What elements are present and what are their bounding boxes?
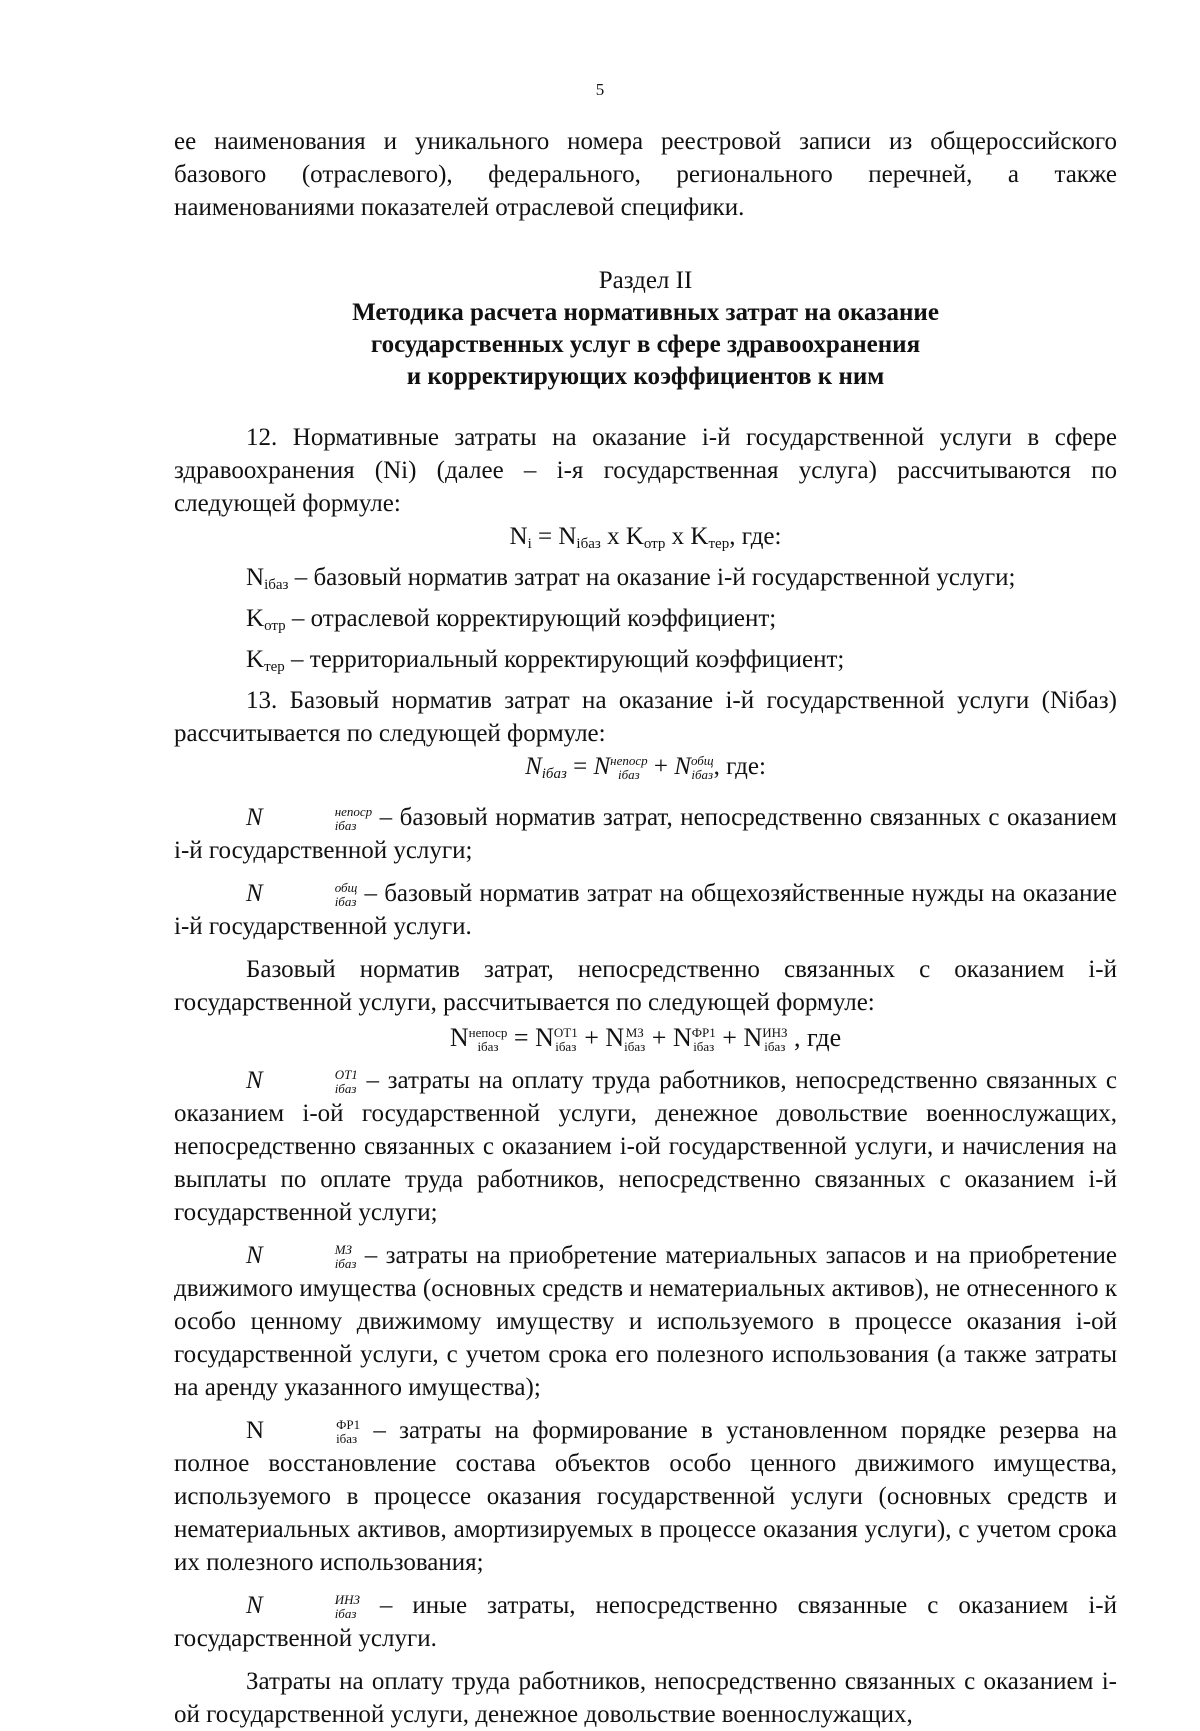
formula-ni-t1-sub: iбаз <box>576 536 601 552</box>
formula-nneposr-t2: N <box>605 1023 625 1052</box>
definition-nibaz <box>174 561 1117 602</box>
definition-fr1-sup: ФР1 <box>336 1417 361 1433</box>
definition-kotr-sub: отр <box>264 618 286 634</box>
document-body <box>174 125 1117 1731</box>
definition-mz-sup: МЗ <box>334 1242 352 1258</box>
definition-inz <box>174 1589 1117 1655</box>
formula-ni <box>174 520 1117 561</box>
formula-nibaz-tail: , где: <box>713 753 766 780</box>
definition-ot1-text: – затраты на оплату труда работников, непосредственно связанных с оказанием i-ой государственной услуги, денежное довольствие военнослужащих, непосредственно связанных с оказанием i-ой государственной услуги, и начисления на выплаты по оплате труда работников, непосредственно связанных с оказанием i-й государственной услуги; <box>174 1067 1117 1227</box>
definition-nibaz-text: – базовый норматив затрат на оказание i-й государственной услуги; <box>288 564 1016 591</box>
formula-nneposr-t1-sup: ОТ1 <box>553 1025 578 1041</box>
formula-nibaz-t1-sub: iбаз <box>618 767 640 783</box>
formula-nibaz-t1: N <box>593 753 611 780</box>
definition-fr1 <box>174 1414 1117 1579</box>
paragraph-labor-costs: Затраты на оплату труда работников, непосредственно связанных с оказанием i-ой государственной услуги, денежное довольствие военнослужащих, <box>174 1668 1117 1729</box>
definition-ot1-indices <box>263 1068 358 1096</box>
definition-nobsch-indices <box>263 881 358 909</box>
formula-nibaz-eq: = <box>566 753 594 780</box>
formula-ni-t3: K <box>690 523 709 550</box>
definition-nobsch-sym: N <box>246 880 263 907</box>
formula-nibaz-t2: N <box>674 753 691 780</box>
definition-nobsch-sup: общ <box>334 880 358 896</box>
formula-nneposr-lhs-sup: непоср <box>468 1025 508 1041</box>
paragraph-12: 12. Нормативные затраты на оказание i-й государственной услуги в сфере здравоохранения (Ni) (далее – i-я государственная услуга) рассчитываются по следующей формуле: <box>174 424 1117 517</box>
formula-nibaz-t2-indices <box>691 754 714 782</box>
definition-fr1-indices <box>264 1418 360 1446</box>
formula-nibaz-lhs: N <box>525 753 542 780</box>
formula-nneposr-t3-indices <box>692 1026 716 1054</box>
definition-nneposr <box>174 801 1117 867</box>
definition-fr1-sym: N <box>246 1417 265 1445</box>
formula-nneposr-lhs-indices <box>469 1026 508 1054</box>
formula-ni-x2: х <box>665 523 691 550</box>
formula-nibaz-t1-indices <box>610 754 648 782</box>
formula-nneposr-t4-sup: ИНЗ <box>762 1025 788 1041</box>
formula-nneposr-t1-sub: iбаз <box>555 1039 577 1055</box>
definition-inz-text: – иные затраты, непосредственно связанные с оказанием i-й государственной услуги. <box>174 1592 1117 1653</box>
formula-nneposr-t4: N <box>743 1023 763 1052</box>
formula-nibaz <box>174 750 1117 791</box>
definition-nneposr-text: – базовый норматив затрат, непосредственно связанных с оказанием i-й государственной услуги; <box>174 804 1117 864</box>
definition-ot1-sym: N <box>246 1067 263 1095</box>
formula-nneposr-lhs: N <box>449 1023 469 1052</box>
definition-inz-sym: N <box>246 1592 263 1620</box>
formula-ni-t2-sub: отр <box>643 536 666 552</box>
definition-nibaz-sym: N <box>246 564 265 591</box>
formula-nneposr-lhs-sub: iбаз <box>477 1039 499 1055</box>
formula-nneposr-eq: = <box>507 1023 536 1052</box>
formula-ni-lhs-sub: i <box>527 536 532 552</box>
definition-mz <box>174 1239 1117 1404</box>
definition-inz-indices <box>263 1593 360 1621</box>
formula-ni-eq: = <box>531 523 559 550</box>
formula-nneposr-p3: + <box>715 1023 744 1052</box>
formula-ni-t3-sub: тер <box>708 536 730 552</box>
formula-nneposr-p2: + <box>645 1023 673 1052</box>
formula-nneposr-t3-sup: ФР1 <box>691 1025 716 1041</box>
definition-kter <box>174 643 1117 684</box>
definition-nneposr-indices <box>263 805 373 833</box>
definition-fr1-text: – затраты на формирование в установленном порядке резерва на полное восстановление состава объектов особо ценного движимого имущества, используемого в процессе оказания государственной услуги (основных средств и нематериальных активов, амортизируемых в процессе оказания услуги), с учетом срока их полезного использования; <box>174 1417 1117 1577</box>
definition-kotr-sym: K <box>246 605 265 632</box>
definition-inz-sup: ИНЗ <box>334 1592 360 1608</box>
formula-nneposr-t2-sup: МЗ <box>625 1025 644 1041</box>
definition-kter-sub: тер <box>264 659 285 675</box>
formula-nneposr-t4-indices <box>762 1026 787 1054</box>
formula-ni-lhs: N <box>509 523 528 550</box>
formula-nneposr-t2-indices <box>624 1026 645 1054</box>
intro-paragraph: ее наименования и уникального номера реестровой записи из общероссийского базового (отраслевого), федерального, регионального перечней, а также наименованиями показателей отраслевой специфики. <box>174 128 1117 221</box>
formula-nneposr <box>174 1021 1117 1054</box>
formula-ni-t2: K <box>625 523 644 550</box>
definition-ot1-sub: iбаз <box>334 1081 357 1097</box>
definition-kotr <box>174 602 1117 643</box>
formula-ni-x1: х <box>600 523 626 550</box>
definition-mz-sym: N <box>246 1242 263 1270</box>
formula-nneposr-t2-sub: iбаз <box>624 1039 646 1055</box>
definition-nobsch-sub: iбаз <box>334 894 357 910</box>
definition-ot1 <box>174 1064 1117 1229</box>
formula-nneposr-p1: + <box>577 1023 606 1052</box>
formula-ni-t1: N <box>558 523 577 550</box>
definition-nneposr-sub: iбаз <box>334 818 357 834</box>
paragraph-base-norm: Базовый норматив затрат, непосредственно связанных с оказанием i-й государственной услуги, рассчитывается по следующей формуле: <box>174 956 1117 1016</box>
formula-nneposr-t4-sub: iбаз <box>764 1039 786 1055</box>
section-title-line-3: и корректирующих коэффициентов к ним <box>406 363 885 390</box>
formula-nneposr-tail: , где <box>787 1023 842 1052</box>
definition-kter-sym: K <box>246 646 265 673</box>
definition-ot1-sup: ОТ1 <box>334 1067 358 1083</box>
section-label: Раздел II <box>598 267 693 294</box>
formula-nneposr-t1-indices <box>554 1026 578 1054</box>
formula-nibaz-t2-sub: iбаз <box>691 767 714 783</box>
definition-inz-sub: iбаз <box>334 1606 357 1622</box>
definition-mz-indices <box>263 1243 357 1271</box>
page-number: 5 <box>595 80 605 99</box>
formula-nibaz-plus: + <box>647 753 675 780</box>
paragraph-13: 13. Базовый норматив затрат на оказание i-й государственной услуги (Niбаз) рассчитывается по следующей формуле: <box>174 687 1117 747</box>
section-heading <box>174 264 1117 393</box>
definition-mz-sub: iбаз <box>334 1256 357 1272</box>
definition-kotr-text: – отраслевой корректирующий коэффициент; <box>285 605 777 632</box>
formula-nibaz-t2-sup: общ <box>690 753 714 769</box>
section-title-line-2: государственных услуг в сфере здравоохранения <box>370 331 921 358</box>
definition-mz-text: – затраты на приобретение материальных запасов и на приобретение движимого имущества (основных средств и нематериальных активов), не отнесенного к особо ценному движимому имуществу и используемого в процессе оказания i-ой государственной услуги, с учетом срока его полезного использования (а также затраты на аренду указанного имущества); <box>174 1242 1117 1402</box>
formula-nneposr-t3-sub: iбаз <box>693 1039 715 1055</box>
definition-kter-text: – территориальный корректирующий коэффициент; <box>284 646 845 673</box>
formula-ni-tail: , где: <box>729 523 782 550</box>
definition-nneposr-sup: непоср <box>334 804 373 820</box>
formula-nibaz-lhs-sub: iбаз <box>541 766 567 782</box>
definition-nobsch-text: – базовый норматив затрат на общехозяйственные нужды на оказание i-й государственной услуги. <box>174 880 1117 940</box>
section-title-line-1: Методика расчета нормативных затрат на оказание <box>352 299 939 326</box>
definition-fr1-sub: iбаз <box>336 1431 358 1447</box>
definition-nibaz-sub: iбаз <box>264 577 289 593</box>
formula-nneposr-t1: N <box>535 1023 554 1052</box>
definition-nneposr-sym: N <box>246 804 263 831</box>
formula-nibaz-t1-sup: непоср <box>610 753 648 769</box>
formula-nneposr-t3: N <box>672 1023 692 1052</box>
definition-nobsch <box>174 877 1117 943</box>
